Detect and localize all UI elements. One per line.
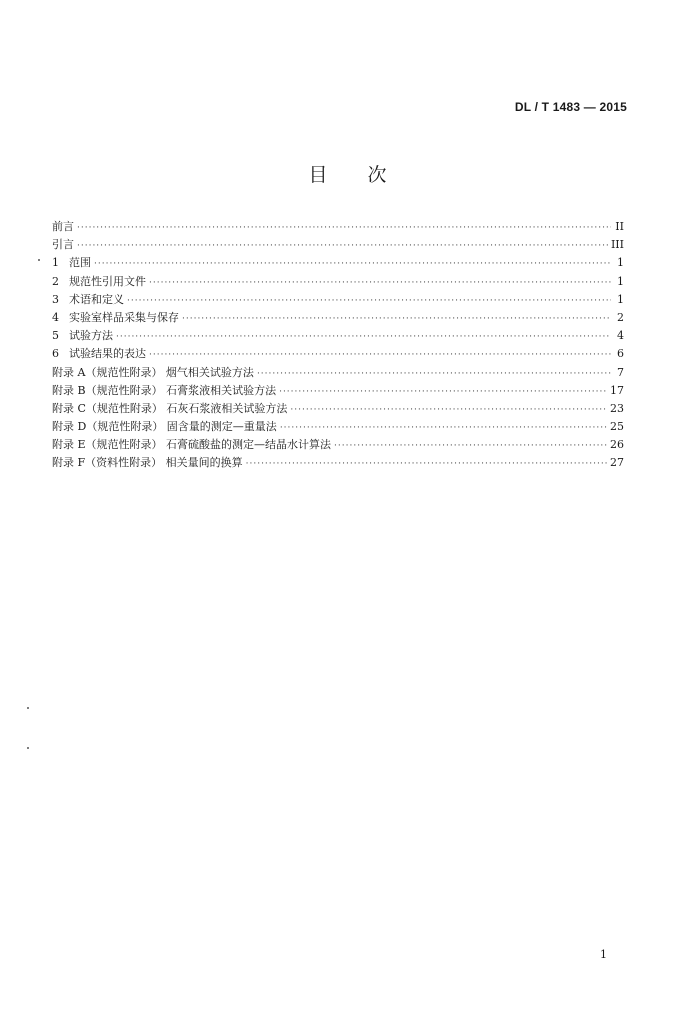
- toc-label: 附录 A（规范性附录） 烟气相关试验方法: [52, 365, 254, 379]
- toc-entry-appendix-c[interactable]: [52, 400, 624, 418]
- toc-page: 23: [610, 401, 624, 415]
- toc-leader: [77, 237, 608, 255]
- toc-label: 实验室样品采集与保存: [69, 310, 179, 324]
- toc-label: 规范性引用文件: [69, 274, 146, 288]
- toc-number: 6: [52, 347, 59, 361]
- toc-label: 附录 C（规范性附录） 石灰石浆液相关试验方法: [52, 401, 288, 415]
- toc-number: 3: [52, 292, 59, 306]
- toc-page: 25: [610, 420, 624, 434]
- toc-number: 2: [52, 274, 59, 288]
- scan-speck: [27, 747, 29, 749]
- table-of-contents: [52, 218, 624, 473]
- toc-leader: [149, 274, 611, 292]
- toc-leader: [149, 346, 611, 364]
- toc-page: 1: [617, 256, 624, 270]
- toc-page: 1: [617, 292, 624, 306]
- toc-label: 附录 F（资料性附录） 相关量间的换算: [52, 456, 243, 470]
- toc-page: II: [615, 220, 624, 233]
- toc-page: 7: [617, 365, 624, 379]
- toc-label: 试验方法: [69, 329, 113, 343]
- toc-label: 试验结果的表达: [69, 347, 146, 361]
- title-char-1: 目: [308, 164, 328, 186]
- toc-entry-appendix-d[interactable]: [52, 418, 624, 436]
- toc-entry-introduction[interactable]: [52, 236, 624, 254]
- toc-entry-appendix-e[interactable]: [52, 436, 624, 454]
- toc-number: 1: [52, 256, 59, 270]
- toc-page: 6: [617, 347, 624, 361]
- toc-label: 前言: [52, 220, 74, 233]
- toc-leader: [257, 365, 611, 383]
- toc-label: 范围: [69, 256, 91, 270]
- toc-leader: [246, 455, 607, 473]
- toc-entry-appendix-a[interactable]: [52, 364, 624, 382]
- toc-leader: [182, 310, 611, 328]
- toc-page: 2: [617, 310, 624, 324]
- toc-leader: [279, 383, 607, 401]
- toc-entry-appendix-f[interactable]: [52, 454, 624, 472]
- toc-entry-2[interactable]: [52, 273, 624, 291]
- toc-label: 附录 E（规范性附录） 石膏硫酸盐的测定—结晶水计算法: [52, 438, 332, 452]
- scan-speck: [27, 707, 29, 709]
- toc-leader: [94, 255, 611, 273]
- toc-entry-1[interactable]: [52, 254, 624, 272]
- toc-number: 5: [52, 329, 59, 343]
- toc-page: 17: [610, 383, 624, 397]
- toc-page: 4: [617, 329, 624, 343]
- toc-leader: [280, 419, 607, 437]
- page-title: [0, 160, 695, 187]
- toc-leader: [127, 292, 611, 310]
- toc-page: 27: [610, 456, 624, 470]
- toc-entry-3[interactable]: [52, 291, 624, 309]
- toc-entry-foreword[interactable]: [52, 218, 624, 236]
- page-number: 1: [600, 948, 607, 961]
- toc-label: 附录 D（规范性附录） 固含量的测定—重量法: [52, 420, 277, 434]
- toc-number: 4: [52, 310, 59, 324]
- toc-entry-appendix-b[interactable]: [52, 382, 624, 400]
- toc-page: III: [610, 238, 624, 252]
- toc-leader: [77, 219, 611, 237]
- toc-entry-5[interactable]: [52, 327, 624, 345]
- title-char-2: 次: [367, 164, 387, 186]
- toc-page: 1: [617, 274, 624, 288]
- toc-leader: [116, 328, 611, 346]
- toc-entry-4[interactable]: [52, 309, 624, 327]
- toc-label: 引言: [52, 238, 74, 252]
- toc-leader: [334, 437, 607, 455]
- standard-code: DL / T 1483 — 2015: [514, 100, 627, 114]
- toc-label: 附录 B（规范性附录） 石膏浆液相关试验方法: [52, 383, 277, 397]
- toc-leader: [290, 401, 607, 419]
- scan-speck: [38, 259, 40, 261]
- toc-page: 26: [610, 438, 624, 452]
- toc-entry-6[interactable]: [52, 345, 624, 363]
- toc-label: 术语和定义: [69, 292, 124, 306]
